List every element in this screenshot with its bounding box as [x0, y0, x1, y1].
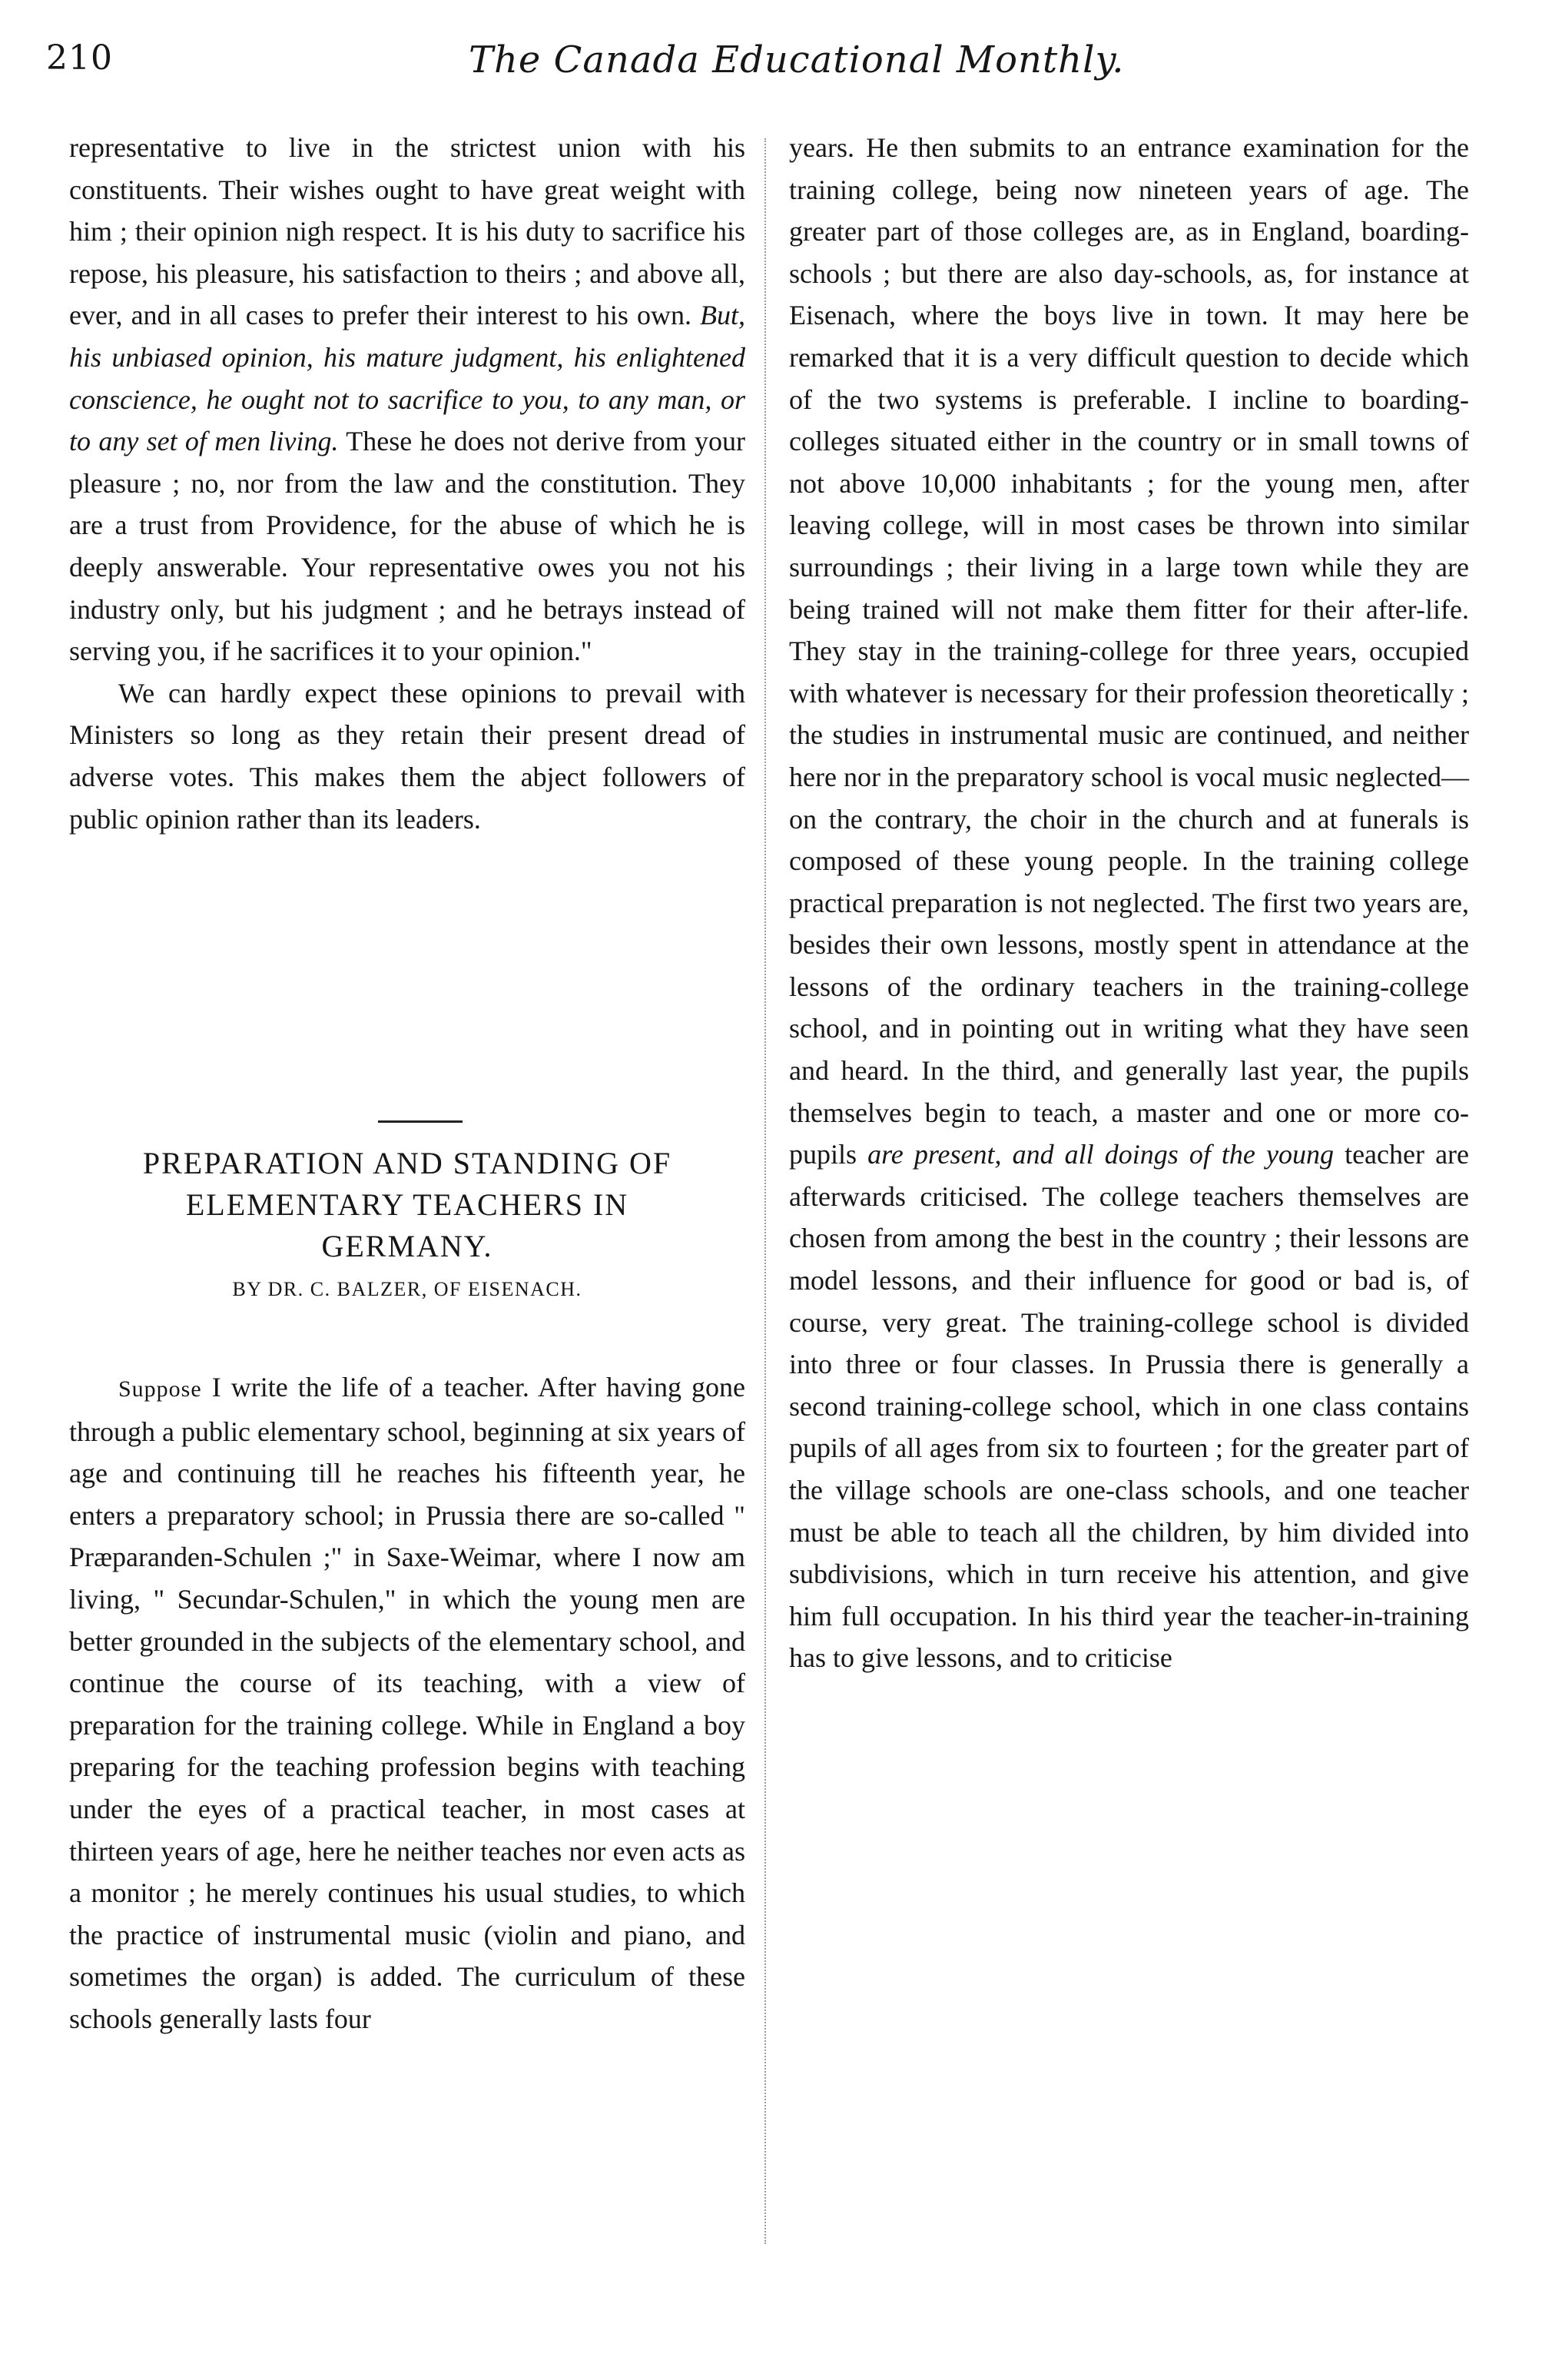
- right-column: [789, 127, 1469, 1679]
- article-title: PREPARATION AND STANDING OF ELEMENTARY TEACHERS IN GERMANY.: [142, 1146, 672, 1263]
- italic-phrase: are present, and all doings of the young: [867, 1139, 1334, 1170]
- article-paragraph-continued: years. He then submits to an entrance examination for the training college, being now nineteen years of age. The greater part of those colleges are, as in England, boarding-schools ; but there are also day-schools, as, for instance at Eisenach, where the boys live in town. It may here be remarked that it is a very difficult question to decide which of the two systems is preferable. I incline to boarding-colleges situated either in the country or in small towns of not above 10,000 inhabitants ; for the young men, after leaving college, will in most cases be thrown into similar surroundings ; their living in a large town while they are being trained will not make them fitter for their after-life. They stay in the training-college for three years, occupied with whatever is necessary for their profession theoretically ; the studies in instrumental music are continued, and neither here nor in the preparatory school is vocal music neglected—on the contrary, the choir in the church and at funerals is composed of these young people. In the training college practical preparation is not neglected. The first two years are, besides their own lessons, mostly spent in attendance at the lessons of the ordinary teachers in the training-college school, and in pointing out in writing what they have seen and heard. In the third, and generally last year, the pupils themselves begin to teach, a master and one or more co-pupils are present, and all doings of the young teacher are afterwards criticised. The college teachers themselves are chosen from among the best in the country ; their lessons are model lessons, and their influence for good or bad is, of course, very great. The training-college school is divided into three or four classes. In Prussia there is generally a second training-college school, which in one class contains pupils of all ages from six to fourteen ; for the greater part of the village schools are one-class schools, and one teacher must be able to teach all the children, by him divided into subdivisions, which in turn receive his attention, and give him full occupation. In his third year the teacher-in-training has to give lessons, and to criticise: [789, 132, 1470, 1674]
- article-paragraph: Suppose I write the life of a teacher. After having gone through a public elementary school, beginning at six years of age and continuing till he reaches his fifteenth year, he enters a preparatory school; in Prussia there are so-called " Præparanden-Schulen ;" in Saxe-Weimar, where I now am living, " Secundar-Schulen," in which the young men are better grounded in the subjects of the elementary school, and continue the course of its teaching, with a view of preparation for the training college. While in England a boy preparing for the teaching profession begins with teaching under the eyes of a practical teacher, in most cases at thirteen years of age, here he neither teaches nor even acts as a monitor ; he merely continues his usual studies, to which the practice of instrumental music (violin and piano, and sometimes the organ) is added. The curriculum of these schools generally lasts four: [69, 1372, 745, 2034]
- journal-title: The Canada Educational Monthly.: [469, 38, 1125, 81]
- page-number: 210: [46, 38, 113, 78]
- left-column-intro: [69, 127, 745, 840]
- quote-opening: representative to live in the strictest union: [69, 132, 621, 163]
- left-column-article: [69, 1366, 745, 2040]
- commentary-paragraph: We can hardly expect these opinions to prevail with Ministers so long as they retain their present dread of adverse votes. This makes them the abject followers of public opinion rather than its leaders.: [69, 677, 745, 835]
- running-header: [46, 38, 1429, 92]
- section-rule: [378, 1120, 463, 1123]
- article-byline: BY DR. C. BALZER, OF EISENACH.: [232, 1278, 582, 1300]
- drop-word: Suppose: [118, 1376, 202, 1402]
- article-heading-block: [69, 1143, 745, 1301]
- quote-rest: These he does not derive from your pleasure ; no, nor from the law and the constitution. They are a trust from Providence, for the abuse of which he is deeply answerable. Your representative owes you not his industry only, but his judgment ; and he betrays instead of serving you, if he sacrifices it to your opinion.": [69, 426, 745, 667]
- column-divider: [764, 138, 766, 2244]
- continued-paragraph: representative to live in the strictest union with his constituents. Their wishes ought to have great weight with him ; their opinion nigh respect. It is his duty to sacrifice his repose, his pleasure, his satisfaction to theirs ; and above all, ever, and in all cases to prefer their interest to his own. But, his unbiased opinion, his mature judgment, his enlightened conscience, he ought not to sacrifice to you, to any man, or to any set of men living. These he does not derive from your pleasure ; no, nor from the law and the constitution. They are a trust from Providence, for the abuse of which he is deeply answerable. Your representative owes you not his industry only, but his judgment ; and he betrays instead of serving you, if he sacrifices it to your opinion.": [69, 132, 746, 667]
- quote-italic: But, his unbiased opinion, his mature judgment, his enlightened conscience, he ought not to sacrifice to you, to any man, or to any set of men living.: [69, 300, 745, 457]
